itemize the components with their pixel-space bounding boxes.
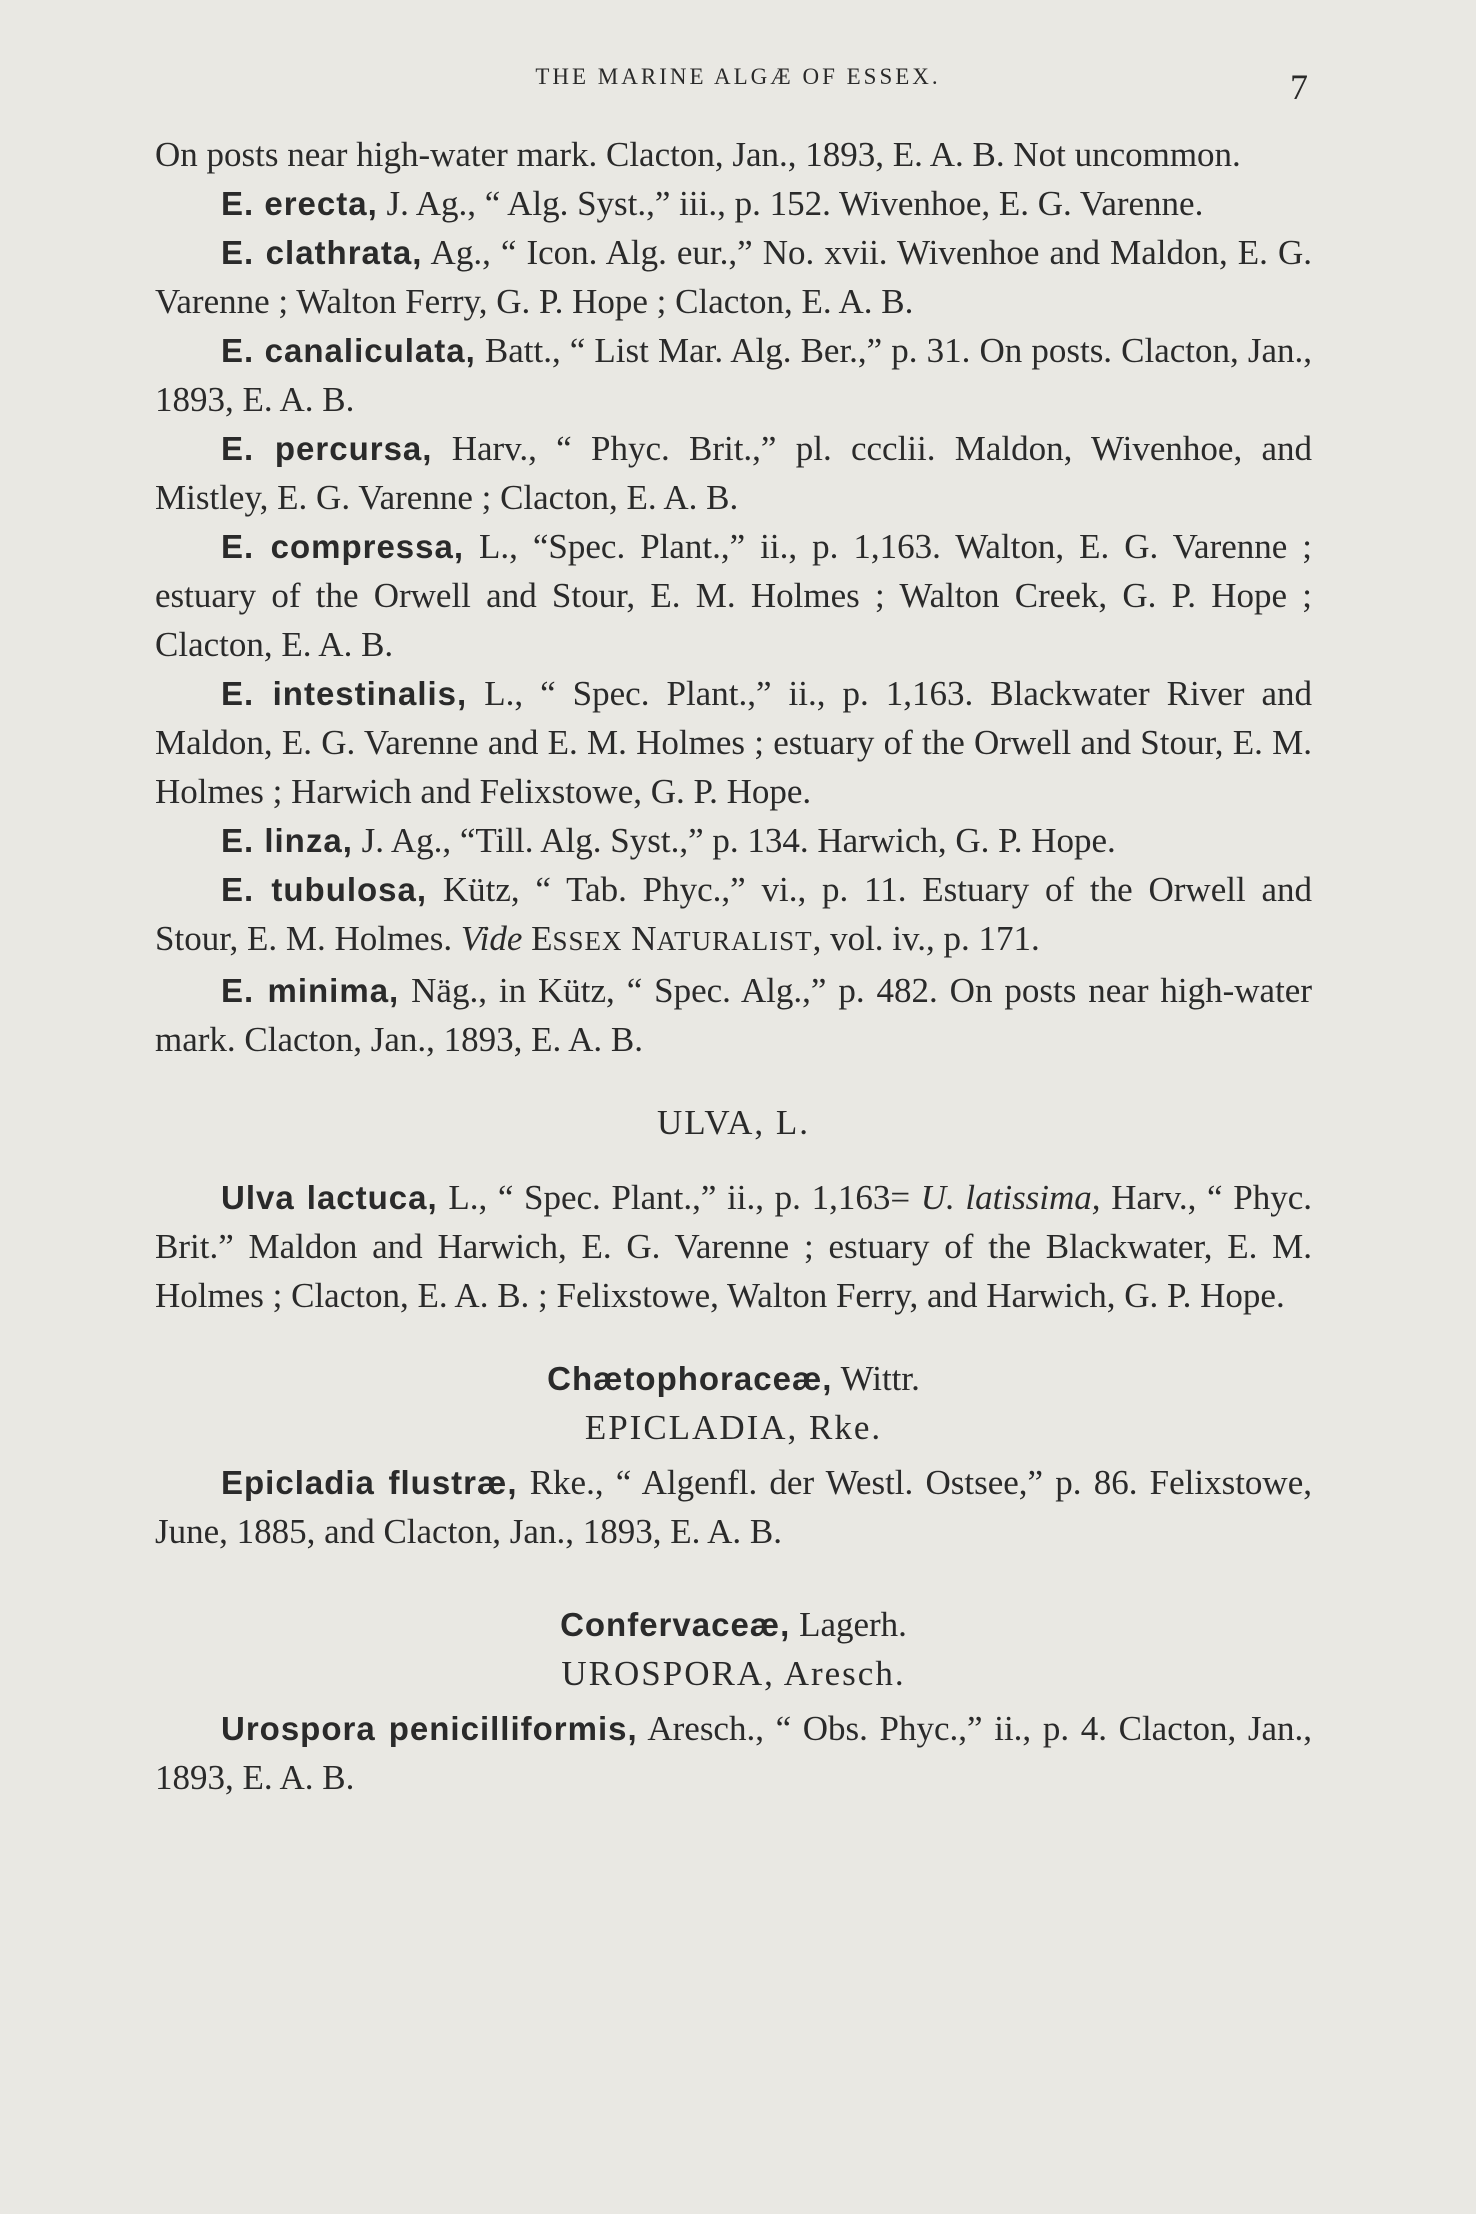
entry-urospora bbox=[155, 1704, 1312, 1802]
species-name: E. compressa, bbox=[221, 528, 465, 565]
entry-percursa bbox=[155, 424, 1312, 522]
entry-ulva-lactuca bbox=[155, 1173, 1312, 1320]
section-spacer bbox=[155, 1320, 1312, 1354]
entry-text: L., “Spec. Plant.,” ii., p. 1,163. Walton, E. G. Varenne ; estuary of the Orwell and Stour, E. M. Holmes ; Walton Creek, G. P. Hope ; Clacton, E. A. B. bbox=[155, 527, 1313, 664]
entry-text: Kütz, “ Tab. Phyc.,” vi., p. 11. Estuary of the Orwell and Stour, E. M. Holmes. bbox=[155, 870, 1313, 958]
entry-text: Batt., “ List Mar. Alg. Ber.,” p. 31. On posts. Clacton, Jan., 1893, E. A. B. bbox=[155, 331, 1313, 419]
section-spacer bbox=[155, 1064, 1312, 1098]
journal-ssex: SSEX bbox=[552, 926, 623, 956]
entry-text: Harv., “ Phyc. Brit.” Maldon and Harwich, E. G. Varenne ; estuary of the Blackwater, E. M. Holmes ; Clacton, E. A. B. ; Felixstowe, Walton Ferry, and Harwich, G. P. Hope. bbox=[155, 1178, 1312, 1315]
species-name: E. minima, bbox=[221, 972, 400, 1009]
species-name: E. clathrata, bbox=[221, 234, 423, 271]
entry-epicladia bbox=[155, 1458, 1312, 1556]
running-head: THE MARINE ALGÆ OF ESSEX. bbox=[535, 64, 941, 89]
section-spacer bbox=[155, 1147, 1312, 1173]
entry-minima bbox=[155, 966, 1312, 1064]
genus-heading-ulva: ULVA, L. bbox=[656, 1103, 811, 1142]
entry-erecta bbox=[155, 179, 1312, 228]
species-name: E. intestinalis, bbox=[221, 675, 468, 712]
family-author: Lagerh. bbox=[790, 1605, 907, 1644]
species-name: Epicladia flustræ, bbox=[221, 1464, 518, 1501]
entry-text: L., “ Spec. Plant.,” ii., p. 1,163= bbox=[437, 1178, 921, 1217]
family-name: Confervaceæ, bbox=[560, 1606, 791, 1643]
journal-aturalist: ATURALIST bbox=[656, 926, 813, 956]
family-author: Wittr. bbox=[832, 1359, 920, 1398]
family-name: Chætophoraceæ, bbox=[547, 1360, 833, 1397]
entry-text: J. Ag., “Till. Alg. Syst.,” p. 134. Harwich, G. P. Hope. bbox=[352, 821, 1116, 860]
entry-canaliculata bbox=[155, 326, 1312, 424]
journal-e: E bbox=[522, 919, 553, 958]
entry-linza bbox=[155, 816, 1312, 865]
section-spacer bbox=[155, 1556, 1312, 1600]
entry-text: Ag., “ Icon. Alg. eur.,” No. xvii. Wivenhoe and Maldon, E. G. Varenne ; Walton Ferry, G. P. Hope ; Clacton, E. A. B. bbox=[155, 233, 1312, 321]
entry-text: Näg., in Kütz, “ Spec. Alg.,” p. 482. On posts near high-water mark. Clacton, Jan., 1893, E. A. B. bbox=[155, 971, 1312, 1059]
family-heading-chaetophoraceae bbox=[155, 1354, 1312, 1403]
synonym-italic: U. latissima, bbox=[920, 1178, 1101, 1217]
page-body bbox=[155, 130, 1312, 1802]
species-name: E. linza, bbox=[221, 822, 353, 859]
entry-intestinalis bbox=[155, 669, 1312, 816]
species-name: E. canaliculata, bbox=[221, 332, 476, 369]
entry-text: Harv., “ Phyc. Brit.,” pl. ccclii. Maldon, Wivenhoe, and Mistley, E. G. Varenne ; Clacton, E. A. B. bbox=[155, 429, 1312, 517]
entry-text: Aresch., “ Obs. Phyc.,” ii., p. 4. Clacton, Jan., 1893, E. A. B. bbox=[155, 1709, 1312, 1797]
genus-heading-epicladia: EPICLADIA, Rke. bbox=[584, 1408, 883, 1447]
genus-heading-urospora: UROSPORA, Aresch. bbox=[561, 1654, 906, 1693]
entry-clathrata bbox=[155, 228, 1312, 326]
journal-n: N bbox=[622, 919, 657, 958]
entry-text: L., “ Spec. Plant.,” ii., p. 1,163. Blackwater River and Maldon, E. G. Varenne and E. M. Holmes ; estuary of the Orwell and Stour, E. M. Holmes ; Harwich and Felixstowe, G. P. Hope. bbox=[155, 674, 1312, 811]
entry-text: Rke., “ Algenfl. der Westl. Ostsee,” p. 86. Felixstowe, June, 1885, and Clacton, Jan., 1893, E. A. B. bbox=[155, 1463, 1312, 1551]
species-name: Ulva lactuca, bbox=[221, 1179, 438, 1216]
species-name: E. erecta, bbox=[221, 185, 378, 222]
species-name: Urospora penicilliformis, bbox=[221, 1710, 638, 1747]
species-name: E. tubulosa, bbox=[221, 871, 428, 908]
family-heading-confervaceae bbox=[155, 1600, 1312, 1649]
vide-italic: Vide bbox=[460, 919, 523, 958]
entry-text: , vol. iv., p. 171. bbox=[812, 919, 1040, 958]
page-number: 7 bbox=[1290, 67, 1308, 107]
entry-continuation: On posts near high-water mark. Clacton, Jan., 1893, E. A. B. Not uncommon. bbox=[155, 135, 1241, 174]
species-name: E. percursa, bbox=[221, 430, 433, 467]
entry-text: J. Ag., “ Alg. Syst.,” iii., p. 152. Wivenhoe, E. G. Varenne. bbox=[377, 184, 1204, 223]
entry-tubulosa bbox=[155, 865, 1312, 966]
entry-compressa bbox=[155, 522, 1312, 669]
